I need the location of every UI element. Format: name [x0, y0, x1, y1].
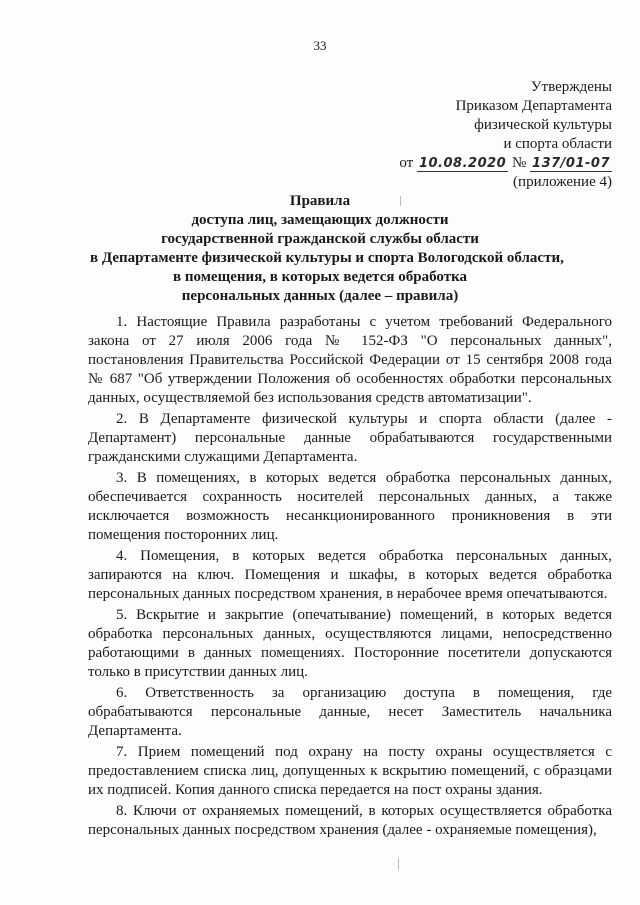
title-line-3: государственной гражданской службы области: [161, 231, 479, 247]
approval-number-label: №: [511, 155, 527, 171]
paragraph-3: 3. В помещениях, в которых ведется обработка персональных данных, обеспечивается сохранность носителей персональных данных, а также исключается возможность несанкционированного проникновения в эти помещения посторонних лиц.: [88, 470, 612, 543]
approval-appendix: (приложение 4): [513, 174, 612, 190]
title-line-6: персональных данных (далее – правила): [181, 288, 459, 304]
title-line-5: в помещения, в которых ведется обработка: [173, 269, 467, 285]
paragraph-4: 4. Помещения, в которых ведется обработка персональных данных, запираются на ключ. Помещения и шкафы, в которых ведется обработка персональных данных посредством хранения, в нерабочее время опечатываются.: [88, 548, 612, 602]
paragraph-5: 5. Вскрытие и закрытие (опечатывание) помещений, в которых ведется обработка персональных данных, осуществляются лицами, непосредственно работающими в данных помещениях. Посторонние посетители допускаются только в присутствии данных лиц.: [88, 607, 612, 680]
scan-artifact-bottom: [398, 858, 399, 870]
approval-date-number-line: [312, 154, 612, 173]
approval-line-1: Утверждены: [530, 79, 612, 95]
approval-line-3: физической культуры: [474, 117, 612, 133]
paragraph-7: 7. Прием помещений под охрану на посту охраны осуществляется с предоставлением списка лиц, допущенных к вскрытию помещений, с образцами их подписей. Копия данного списка передается на пост охраны здания.: [88, 744, 612, 798]
document-body: [88, 313, 612, 842]
page-number: 33: [313, 38, 327, 53]
paragraph-1: 1. Настоящие Правила разработаны с учетом требований Федерального закона от 27 июля 2006 года № 152-ФЗ "О персональных данных", постановления Правительства Российской Федерации от 15 сентября 2008 года № 687 "Об утверждении Положения об особенностях обработки персональных данных, осуществляемой без использования средств автоматизации".: [88, 314, 612, 406]
paragraph-6: 6. Ответственность за организацию доступа в помещения, где обрабатываются персональные данные, несет Заместитель начальника Департамента.: [88, 685, 612, 739]
title-line-1: Правила: [289, 193, 351, 209]
title-line-4: в Департаменте физической культуры и спорта Вологодской области,: [90, 250, 564, 266]
document-title: [90, 192, 564, 306]
approval-date: 10.08.2020: [418, 156, 507, 171]
approval-stamp: [312, 78, 612, 192]
title-line-2: доступа лиц, замещающих должности: [191, 212, 449, 228]
approval-number: 137/01-07: [532, 156, 610, 171]
paragraph-8: 8. Ключи от охраняемых помещений, в которых осуществляется обработка персональных данных посредством хранения (далее - охраняемые помещения),: [88, 803, 612, 838]
approval-from-label: от: [399, 155, 414, 171]
approval-line-2: Приказом Департамента: [455, 98, 612, 114]
approval-line-4: и спорта области: [503, 136, 612, 152]
paragraph-2: 2. В Департаменте физической культуры и спорта области (далее - Департамент) персональные данные обрабатываются государственными гражданскими служащими Департамента.: [88, 411, 612, 465]
